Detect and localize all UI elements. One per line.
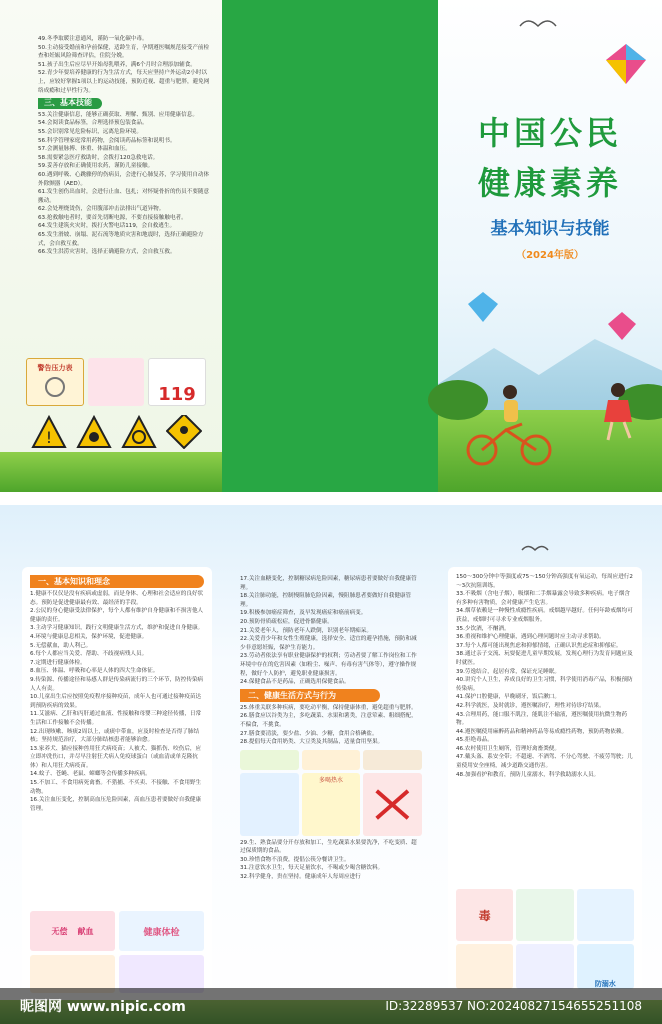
section-title-skills: 三、基本技能	[38, 98, 102, 109]
cover-year: （2024年版）	[516, 250, 584, 261]
list-item: 10.儿童出生后应按照免疫程序接种疫苗，成年人也可通过接种疫苗达到预防疾病的效果。	[30, 694, 202, 709]
list-item: 2.公民的身心健康受法律保护，每个人都有维护自身健康和不损害他人健康的责任。	[30, 608, 204, 623]
list-item: 57.会测量脉搏、体重、体温和血压。	[38, 146, 131, 153]
knowledge-column	[22, 567, 212, 999]
list-item: 24.保健食品不是药品，正确选用保健食品。	[240, 679, 350, 686]
list-item: 38.通过亲子交流、玩耍促进儿童早期发展，发现心理行为发育问题应及时就医。	[456, 651, 633, 666]
list-item: 14.蚊子、苍蝇、老鼠、蟑螂等会传播多种疾病。	[30, 771, 151, 778]
warning-sign-icon	[31, 415, 67, 449]
lifestyle-column	[232, 575, 430, 999]
list-item: 150～300分钟中等强度或75～150分钟高强度有氧运动，每周应进行2～3次抗阻训练。	[456, 574, 633, 589]
list-item: 12.出现咳嗽、咳痰2周以上，或痰中带血，应及时检查是否得了肺结核；坚持规范治疗，大部分肺结核患者能够治愈。	[30, 728, 200, 744]
skills-text	[38, 35, 210, 257]
section-title-knowledge: 一、基本知识和理念	[30, 575, 204, 588]
list-item: 7.定期进行健康体检。	[30, 659, 86, 666]
running-girl-illustration	[598, 382, 638, 442]
list-item: 45.拒绝毒品。	[456, 737, 493, 744]
watermark-bar	[0, 988, 662, 1024]
pressure-gauge-label: 警告压力表	[37, 364, 73, 372]
list-item: 62.会处理烧烫伤，会用腹部冲击法排出气道异物。	[38, 206, 165, 213]
list-item: 4.环境与健康息息相关，保护环境，促进健康。	[30, 633, 148, 640]
list-item: 26.膳食应以谷类为主，多吃蔬菜、水果和薯类，注意荤素、粗细搭配，不偏食，不挑食。	[240, 713, 417, 728]
blood-text-2: 献血	[77, 926, 94, 936]
bird-icon	[518, 14, 558, 38]
list-item: 13.家养犬、猫应接种兽用狂犬病疫苗；人被犬、猫抓伤、咬伤后，应立即冲洗伤口，并尽早注射狂犬病人免疫球蛋白（或血清或单克隆抗体）和人用狂犬病疫苗。	[30, 745, 202, 769]
list-item: 54.会阅读食品标签，合理选择预包装食品。	[38, 120, 148, 127]
brochure-inside	[0, 505, 662, 1024]
skills-list	[38, 111, 210, 257]
list-item: 37.每个人都可能出现焦虑和抑郁情绪，正确认识焦虑症和抑郁症。	[456, 642, 622, 649]
toxic-sign-icon	[166, 415, 202, 449]
drink-water-label: 多喝热水	[318, 776, 343, 784]
list-item: 52.青少年要培养健康的行为生活方式，每天应坚持户外运动2小时以上，应较好掌握1项以上的运动技能，预防近视、超重与肥胖，避免网络成瘾和过早性行为。	[38, 70, 210, 94]
exercise-illustration	[240, 773, 299, 836]
lifestyle-list	[240, 704, 422, 747]
no-smoking-illustration	[363, 773, 422, 836]
list-item: 41.保护口腔健康，早晚刷牙，饭后漱口。	[456, 694, 560, 701]
list-item: 8.血压、体温、呼吸和心率是人体的四大生命体征。	[30, 668, 159, 675]
list-item: 40.讲究个人卫生，养成良好的卫生习惯，科学使用消毒产品，积极预防传染病。	[456, 677, 633, 692]
blood-donation-illustration	[30, 911, 115, 951]
helmet-illustration	[516, 944, 573, 989]
bird-icon	[520, 541, 550, 559]
health-lines-top	[38, 35, 210, 95]
list-item: 56.科学管理家庭常用药物，会阅读药品标签和说明书。	[38, 137, 176, 144]
list-item: 1.健康不仅仅是没有疾病或虚弱，而是身体、心理和社会适应的良好状态。预防是促进健康最有效、最经济的手段。	[30, 591, 204, 606]
cover-title-line2: 健康素养	[477, 164, 622, 202]
list-item: 44.遵医嘱使用麻醉药品和精神药品等易成瘾性药物，预防药物依赖。	[456, 728, 628, 735]
middle-green-panel	[222, 0, 438, 492]
list-item: 5.无偿献血，助人利己。	[30, 642, 92, 649]
list-item: 22.关爱青少年和女性生殖健康，选择安全、适宜的避孕措施，预防和减少非意愿妊娠，保护生育能力。	[240, 636, 417, 651]
list-item: 34.烟草依赖是一种慢性成瘾性疾病。戒烟越早越好。任何年龄戒烟均可获益，戒烟时可寻求专业戒烟服务。	[456, 608, 633, 623]
radiation-sign-icon	[76, 415, 112, 449]
grains-illustration	[363, 750, 422, 770]
cover-panel	[438, 0, 662, 492]
skills-panel	[0, 0, 222, 492]
list-item: 29.生、熟食品要分开存放和加工，生吃蔬菜水果要洗净，不吃变质、超过保质期的食品。	[240, 839, 417, 855]
blood-text-1: 无偿	[51, 926, 68, 936]
bicycle-rider-illustration	[466, 384, 556, 468]
emergency-119-illustration	[148, 358, 206, 406]
list-item: 6.每个人都应当关爱、帮助、不歧视病残人员。	[30, 651, 148, 658]
list-item: 20.预防骨质疏松症，促进骨骼健康。	[240, 618, 333, 625]
list-item: 42.科学就医，及时就诊，遵医嘱治疗，理性对待诊疗结果。	[456, 702, 605, 709]
list-item: 58.需要紧急医疗救助时，会拨打120急救电话。	[38, 154, 159, 161]
list-item: 11.艾滋病、乙肝和丙肝通过血液、性接触和母婴三种途径传播，日常生活和工作接触不会传播。	[30, 711, 202, 726]
list-item: 23.劳动者依法享有职业健康保护的权利；劳动者要了解工作岗位和工作环境中存在的危害因素（如粉尘、噪声、有毒有害气体等），遵守操作规程，做好个人防护，避免职业健康损害。	[240, 653, 417, 677]
drink-water-illustration	[302, 773, 361, 836]
list-item: 28.提倡每天食用奶类、大豆类及其制品，适量食用坚果。	[240, 739, 384, 746]
list-item: 39.劳逸结合，起居有常，保证充足睡眠。	[456, 668, 560, 675]
pressure-gauge-sign	[26, 358, 84, 406]
list-item: 43.合理用药，能口服不肌注，能肌注不输液，遵医嘱使用抗微生物药物。	[456, 711, 628, 727]
illustration-row-1	[26, 358, 206, 406]
drug-label: 毒	[478, 908, 491, 923]
hazard-signs-row	[26, 410, 206, 454]
list-item: 30.珍惜食物不浪费，提倡公筷分餐讲卫生。	[240, 856, 350, 863]
watermark-id: ID:32289537 NO:20240827154655251108	[385, 999, 642, 1013]
list-item: 49.冬季取暖注意通风，谨防一氧化碳中毒。	[38, 36, 148, 42]
family-meal-illustration	[302, 750, 361, 770]
kite-small-icon	[468, 292, 498, 322]
svg-text:!: !	[45, 428, 52, 447]
list-item: 50.主动接受婚前和孕前保健，适龄生育，孕期遵医嘱规范接受产前检查和妊娠风险筛查评估，住院分娩。	[38, 44, 210, 60]
checkup-label: 健康体检	[143, 927, 180, 938]
list-item: 61.发生创伤出血时，会进行止血、包扎；对怀疑骨折的伤员不要随意搬动。	[38, 189, 210, 204]
list-item: 15.不加工、不食用病死禽畜。不猎捕、不买卖、不接触、不食用野生动物。	[30, 780, 202, 795]
list-item: 3.主动学习健康知识，践行文明健康生活方式，维护和促进自身健康。	[30, 625, 204, 632]
anti-drug-illustration	[456, 889, 513, 941]
list-item: 16.关注血压变化，控制高血压危险因素，高血压患者要做好自我健康管理。	[30, 797, 202, 812]
number-119: 119	[158, 384, 196, 405]
prohibit-icon	[363, 773, 422, 836]
list-item: 47.戴头盔、系安全带；不超速、不酒驾、不分心驾驶、不疲劳驾驶；儿童使用安全座椅，减少道路交通伤害。	[456, 754, 633, 770]
cover-title	[438, 108, 662, 208]
knowledge-list-cont	[240, 575, 422, 687]
watermark-site: 昵图网 www.nipic.com	[20, 999, 186, 1015]
cover-subtitle: 基本知识与技能	[490, 219, 610, 239]
list-item: 31.注意饮水卫生，每天足量饮水，不喝或少喝含糖饮料。	[240, 865, 384, 872]
food-illustrations	[240, 750, 422, 836]
list-item: 32.科学健身，贵在坚持。健康成年人每周应进行	[240, 874, 361, 881]
list-item: 21.关爱老年人，预防老年人跌倒，识别老年期痴呆。	[240, 627, 372, 634]
lifestyle-list-cont	[240, 839, 422, 882]
illustration-row-blood	[30, 911, 204, 951]
kite-right-icon	[608, 312, 636, 340]
left-grass	[0, 452, 222, 492]
list-item: 18.关注肺功能，控制慢阻肺危险因素，慢阻肺患者要做好自我健康管理。	[240, 593, 412, 608]
list-item: 63.抢救触电者时，要首先切断电源，不要直接接触触电者。	[38, 214, 187, 221]
list-item: 53.关注健康信息，能够正确获取、理解、甄别、应用健康信息。	[38, 111, 198, 118]
medicine-illustration	[88, 358, 144, 406]
hygiene-illustration	[456, 944, 513, 989]
list-item: 25.体重关联多种疾病，要吃动平衡，保持健康体重，避免超重与肥胖。	[240, 704, 417, 711]
cover-title-line1: 中国公民	[477, 114, 622, 152]
bath-illustration	[577, 889, 634, 941]
vegetables-illustration	[240, 750, 299, 770]
list-item: 65.发生滑坡、崩塌、泥石流等地质灾害和地震时，选择正确避险方式，会自救互救。	[38, 232, 204, 247]
list-item: 27.膳食要清淡，要少盐、少油、少糖，食用合格碘盐。	[240, 730, 378, 737]
behavior-list	[456, 573, 634, 779]
illustration-row-bottom	[456, 889, 634, 989]
behavior-column	[448, 567, 642, 999]
list-item: 35.少饮酒，不酗酒。	[456, 625, 510, 632]
checkup-illustration	[119, 911, 204, 951]
biohazard-sign-icon	[121, 415, 157, 449]
list-item: 48.加强看护和教育，预防儿童溺水，科学救助溺水人员。	[456, 771, 600, 778]
list-item: 36.重视和维护心理健康，遇到心理问题时应主动寻求帮助。	[456, 634, 605, 641]
list-item: 64.发生建筑火灾时，拨打火警电话119，会自救逃生。	[38, 223, 176, 230]
list-item: 9.传染源、传播途径和易感人群是传染病流行的三个环节，防控传染病人人有责。	[30, 676, 204, 692]
brochure-outside	[0, 0, 662, 492]
list-item: 59.妥善存放和正确使用农药，谨防儿童接触。	[38, 163, 154, 170]
list-item: 60.遇到呼吸、心跳骤停的伤病员，会进行心肺复苏，学习使用自动体外除颤器（AED）。	[38, 171, 210, 187]
kite-icon	[606, 44, 646, 84]
list-item: 33.不吸烟（含电子烟），吸烟和二手烟暴露会导致多种疾病。电子烟含有多种有害物质，会对健康产生危害。	[456, 591, 630, 606]
list-item: 55.会识别常见危险标识，远离危险环境。	[38, 128, 142, 135]
anti-drowning-label: 防溺水	[594, 980, 616, 988]
anti-drowning-illustration	[577, 944, 634, 989]
list-item: 66.发生洪涝灾害时，选择正确避险方式，会自救互救。	[38, 249, 176, 256]
section-title-lifestyle: 二、健康生活方式与行为	[240, 689, 380, 702]
emotion-illustration	[516, 889, 573, 941]
list-item: 19.积极参加癌症筛查，及早发现癌症和癌前病变。	[240, 610, 367, 617]
list-item: 46.农村使用卫生厕所，管理好禽畜粪便。	[456, 745, 560, 752]
list-item: 51.孩子出生后应尽早开始母乳喂养，满6个月时合理添加辅食。	[38, 61, 196, 68]
list-item: 17.关注血糖变化，控制糖尿病危险因素，糖尿病患者要做好自我健康管理。	[240, 576, 417, 591]
knowledge-list	[30, 590, 204, 813]
